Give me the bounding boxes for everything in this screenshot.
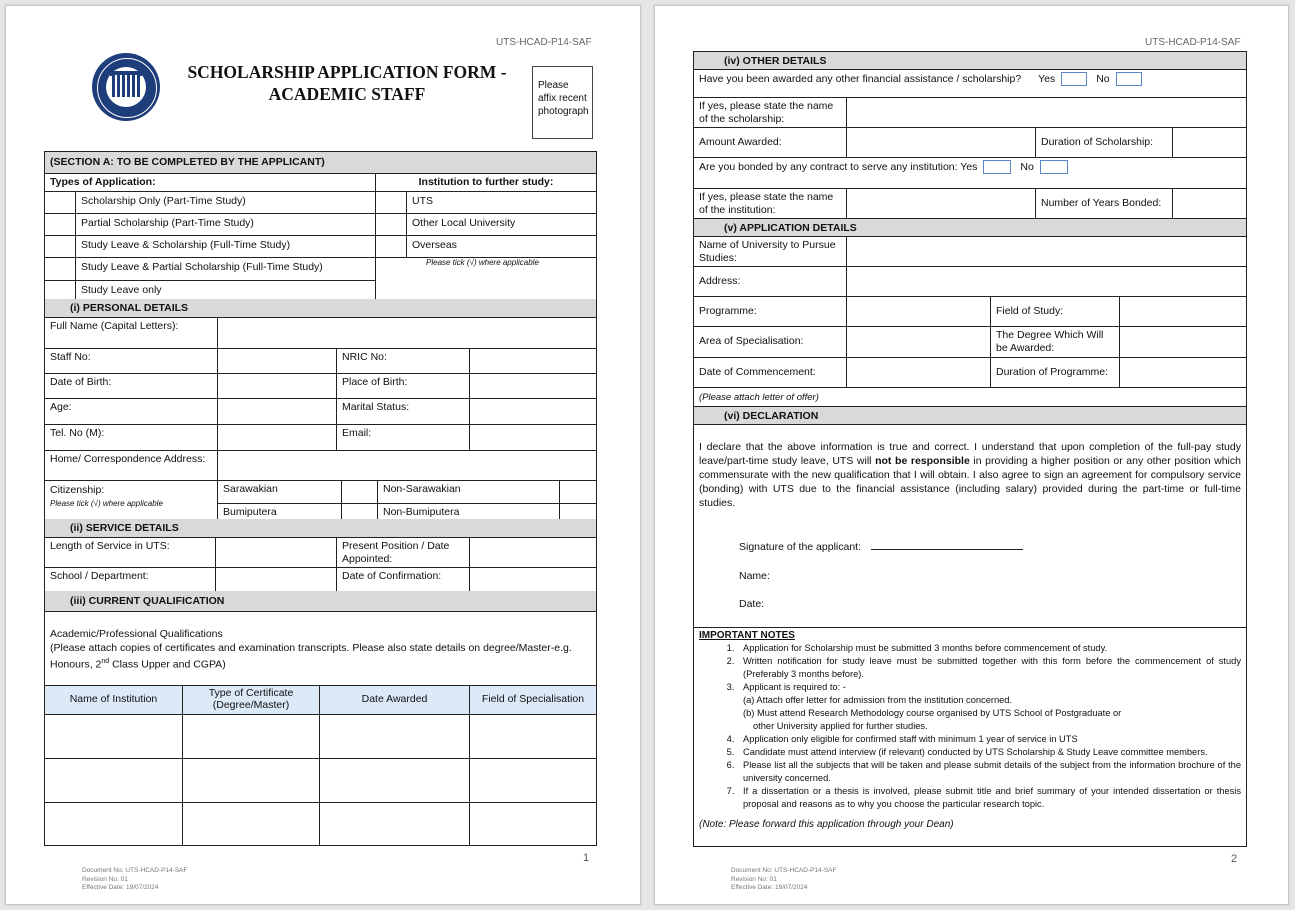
section-a-table	[44, 151, 597, 301]
tick-note: Please tick (√) where applicable	[426, 258, 539, 267]
note-item: 7. If a dissertation or a thesis is involved, please submit title and brief summary of your intended dissertation or thesis proposal and reasons as to why you choose the particular research topic.	[737, 785, 1241, 811]
marital-field[interactable]	[469, 399, 596, 424]
other-header: (iv) OTHER DETAILS	[724, 55, 827, 67]
type-checkbox[interactable]	[45, 214, 75, 235]
university-field[interactable]	[846, 237, 1246, 266]
declaration-bold: not be responsible	[875, 455, 970, 467]
qualification-line-2	[50, 641, 591, 672]
nric-label: NRIC No:	[336, 349, 469, 373]
duration-scholarship-label: Duration of Scholarship:	[1035, 128, 1172, 157]
footer-doc-no: Document No: UTS-HCAD-P14-SAF	[82, 867, 188, 874]
date-label: Date:	[739, 598, 765, 610]
dob-field[interactable]	[217, 374, 336, 398]
awarded-question: Have you been awarded any other financial assistance / scholarship?	[699, 72, 1022, 85]
section-a-header: (SECTION A: TO BE COMPLETED BY THE APPLICANT)	[50, 156, 325, 168]
document-footer	[82, 867, 187, 893]
qualification-table	[44, 591, 597, 846]
note-item: 6. Please list all the subjects that will be taken and please submit details of the subject from the information brochure of the university concerned.	[737, 759, 1241, 785]
col-field: Field of Specialisation	[469, 686, 596, 714]
non-sarawakian-label: Non-Sarawakian	[377, 481, 559, 503]
tel-label: Tel. No (M):	[50, 427, 105, 439]
sarawakian-label: Sarawakian	[223, 483, 278, 495]
school-label: School / Department:	[50, 570, 149, 582]
col-certificate: Type of Certificate (Degree/Master)	[182, 686, 319, 714]
qual-cell[interactable]	[469, 803, 596, 845]
footer-revision: Revision No: 01	[731, 875, 777, 883]
awarded-yes-label: Yes	[1038, 72, 1056, 85]
qual-cell[interactable]	[182, 803, 319, 845]
footer-doc-no: Document No: UTS-HCAD-P14-SAF	[731, 867, 837, 874]
length-field[interactable]	[215, 538, 336, 567]
email-label: Email:	[336, 425, 469, 450]
institution-option: Overseas	[406, 236, 596, 257]
note-sub-b2: other University applied for further studies.	[753, 721, 928, 731]
duration-scholarship-field[interactable]	[1172, 128, 1246, 157]
application-header: (v) APPLICATION DETAILS	[724, 222, 857, 234]
footer-revision: Revision No: 01	[82, 875, 128, 883]
awarded-no-checkbox[interactable]	[1116, 72, 1142, 86]
age-field[interactable]	[217, 399, 336, 424]
signature-row	[739, 541, 1023, 553]
note-item-text: 3. Applicant is required to: -	[743, 682, 846, 692]
bonded-yes-checkbox[interactable]	[983, 160, 1011, 174]
qual-cell[interactable]	[469, 715, 596, 758]
degree-field[interactable]	[1119, 327, 1246, 357]
uts-logo	[92, 53, 160, 121]
qualification-line-2-end: Class Upper and CGPA)	[109, 658, 226, 671]
title-line-2: ACADEMIC STAFF	[268, 84, 426, 104]
doc-code: UTS-HCAD-P14-SAF	[1145, 37, 1241, 48]
institution-checkbox[interactable]	[376, 214, 406, 235]
type-checkbox[interactable]	[45, 258, 75, 280]
dob-label: Date of Birth:	[50, 376, 112, 388]
awarded-yes-checkbox[interactable]	[1061, 72, 1087, 86]
superscript: nd	[101, 658, 110, 665]
email-field[interactable]	[469, 425, 596, 450]
declaration-text	[694, 425, 1246, 627]
qual-cell[interactable]	[45, 803, 182, 845]
commencement-field[interactable]	[846, 358, 990, 387]
scholarship-name-label: If yes, please state the name of the scholarship:	[699, 100, 834, 125]
years-bonded-field[interactable]	[1172, 189, 1246, 218]
commencement-label: Date of Commencement:	[699, 366, 816, 378]
awarded-question-row	[694, 70, 1246, 97]
declaration-text-b: in providing a higher position or any other position which commensurate with the new qualification that I will obtain. I also agree to sign an agreement for compulsory service (bonding) with UTS due to the financial assistance (including salary) provided during the part-time or full-time studies.	[699, 455, 1241, 509]
type-option: Partial Scholarship (Part-Time Study)	[75, 214, 375, 235]
specialisation-label: Area of Specialisation:	[699, 335, 804, 347]
programme-duration-label: Duration of Programme:	[990, 358, 1119, 387]
col-date-awarded: Date Awarded	[319, 686, 469, 714]
note-sub-b: (b) Must attend Research Methodology course organised by UTS School of Postgraduate or	[743, 708, 1122, 718]
footer-effective-date: Effective Date: 19/07/2024	[731, 884, 808, 891]
type-option: Study Leave & Scholarship (Full-Time Study)	[75, 236, 375, 257]
note-item: 2. Written notification for study leave must be submitted together with this form before the commencement of study (Preferably 3 months before).	[737, 655, 1241, 681]
qualification-header: (iii) CURRENT QUALIFICATION	[70, 595, 225, 607]
bonded-question: Are you bonded by any contract to serve any institution: Yes	[699, 160, 978, 173]
amount-label: Amount Awarded:	[699, 136, 782, 148]
signature-label: Signature of the applicant:	[739, 541, 862, 553]
qual-cell[interactable]	[319, 715, 469, 758]
personal-header: (i) PERSONAL DETAILS	[70, 302, 189, 314]
dean-note: (Note: Please forward this application through your Dean)	[699, 819, 954, 830]
position-field[interactable]	[469, 538, 596, 567]
uni-address-field[interactable]	[846, 267, 1246, 296]
qual-cell[interactable]	[469, 759, 596, 802]
note-item: 1. Application for Scholarship must be submitted 3 months before commencement of study.	[737, 642, 1241, 655]
specialisation-field[interactable]	[846, 327, 990, 357]
service-details-table	[44, 519, 597, 592]
pob-field[interactable]	[469, 374, 596, 398]
full-name-label: Full Name (Capital Letters):	[50, 320, 179, 332]
marital-label: Marital Status:	[336, 399, 469, 424]
important-notes	[694, 628, 1246, 846]
bumiputera-label: Bumiputera	[223, 506, 277, 518]
form-title	[176, 61, 518, 105]
address-label: Home/ Correspondence Address:	[50, 453, 206, 465]
institution-header: Institution to further study:	[375, 174, 596, 191]
footer-effective-date: Effective Date: 19/07/2024	[82, 884, 159, 891]
citizenship-text: Citizenship:	[50, 484, 105, 496]
nric-field[interactable]	[469, 349, 596, 373]
programme-label: Programme:	[699, 305, 757, 317]
type-checkbox[interactable]	[45, 236, 75, 257]
declaration-text-a: I declare that the above information is true and correct. I understand that upon completion of the full-pay study leave/part-time study leave, UTS will	[699, 441, 1241, 467]
sarawakian-checkbox[interactable]	[341, 481, 377, 503]
position-label: Present Position / Date Appointed:	[336, 538, 469, 567]
qualification-line-2-text: (Please attach copies of certificates and examination transcripts. Please also state details on degree/Master-e.g. Honours, 2	[50, 642, 572, 671]
declaration-header: (vi) DECLARATION	[724, 410, 819, 422]
staff-no-field[interactable]	[217, 349, 336, 373]
signature-line[interactable]	[871, 549, 1023, 550]
non-sarawakian-checkbox[interactable]	[559, 481, 596, 503]
citizen-note: Please tick (√) where applicable	[50, 499, 163, 508]
pob-label: Place of Birth:	[336, 374, 469, 398]
notes-header: IMPORTANT NOTES	[699, 630, 795, 641]
page-number: 2	[1231, 853, 1238, 865]
institution-name-field[interactable]	[846, 189, 1035, 218]
type-option: Study Leave & Partial Scholarship (Full-Time Study)	[75, 258, 375, 280]
photo-box: Please affix recent photograph	[532, 66, 593, 139]
qualification-line-1: Academic/Professional Qualifications	[50, 628, 223, 640]
page-number: 1	[583, 852, 590, 864]
qual-cell[interactable]	[182, 759, 319, 802]
school-field[interactable]	[215, 568, 336, 591]
type-option: Scholarship Only (Part-Time Study)	[75, 192, 375, 213]
form-page-2	[654, 5, 1289, 905]
service-header: (ii) SERVICE DETAILS	[70, 522, 179, 534]
qual-cell[interactable]	[45, 715, 182, 758]
programme-duration-field[interactable]	[1119, 358, 1246, 387]
years-bonded-label: Number of Years Bonded:	[1035, 189, 1172, 218]
amount-field[interactable]	[846, 128, 1035, 157]
age-label: Age:	[50, 401, 72, 413]
tel-field[interactable]	[217, 425, 336, 450]
note-item	[737, 681, 1241, 733]
address-field[interactable]	[217, 451, 596, 480]
institution-option: UTS	[406, 192, 596, 213]
personal-details-table	[44, 299, 597, 526]
uni-address-label: Address:	[699, 275, 741, 287]
note-item: 4. Application only eligible for confirmed staff with minimum 1 year of service in UTS	[737, 733, 1241, 746]
staff-no-label: Staff No:	[50, 351, 91, 363]
offer-letter-note: (Please attach letter of offer)	[699, 392, 819, 403]
institution-checkbox[interactable]	[376, 192, 406, 213]
university-label: Name of University to Pursue Studies:	[699, 239, 836, 264]
document-footer	[731, 867, 836, 893]
scholarship-name-field[interactable]	[846, 98, 1246, 127]
institution-checkbox[interactable]	[376, 236, 406, 257]
type-option: Study Leave only	[75, 281, 375, 302]
qual-cell[interactable]	[319, 803, 469, 845]
institution-name-label: If yes, please state the name of the institution:	[699, 191, 834, 216]
field-of-study-label: Field of Study:	[990, 297, 1119, 326]
bonded-no-label: No	[1020, 160, 1034, 173]
bonded-no-checkbox[interactable]	[1040, 160, 1068, 174]
other-details-table	[693, 51, 1247, 847]
awarded-no-label: No	[1096, 72, 1110, 85]
note-item: 5. Candidate must attend interview (if relevant) conducted by UTS Scholarship & Study Leave committee members.	[737, 746, 1241, 759]
institution-option: Other Local University	[406, 214, 596, 235]
form-page-1	[5, 5, 641, 905]
field-of-study-field[interactable]	[1119, 297, 1246, 326]
bonded-question-row	[694, 158, 1246, 188]
confirmation-label: Date of Confirmation:	[336, 568, 469, 591]
qual-cell[interactable]	[45, 759, 182, 802]
degree-label: The Degree Which Will be Awarded:	[990, 327, 1119, 357]
non-bumiputera-label: Non-Bumiputera	[377, 504, 559, 525]
name-label: Name:	[739, 570, 770, 582]
col-institution: Name of Institution	[45, 686, 182, 714]
qual-cell[interactable]	[319, 759, 469, 802]
programme-field[interactable]	[846, 297, 990, 326]
length-label: Length of Service in UTS:	[50, 540, 170, 552]
note-sub-a: (a) Attach offer letter for admission from the institution concerned.	[743, 695, 1013, 705]
qualification-instructions	[45, 612, 596, 685]
doc-code: UTS-HCAD-P14-SAF	[496, 37, 592, 48]
type-checkbox[interactable]	[45, 192, 75, 213]
types-header: Types of Application:	[50, 176, 156, 188]
qual-cell[interactable]	[182, 715, 319, 758]
confirmation-field[interactable]	[469, 568, 596, 591]
full-name-field[interactable]	[217, 318, 596, 348]
title-line-1: SCHOLARSHIP APPLICATION FORM -	[187, 62, 507, 82]
